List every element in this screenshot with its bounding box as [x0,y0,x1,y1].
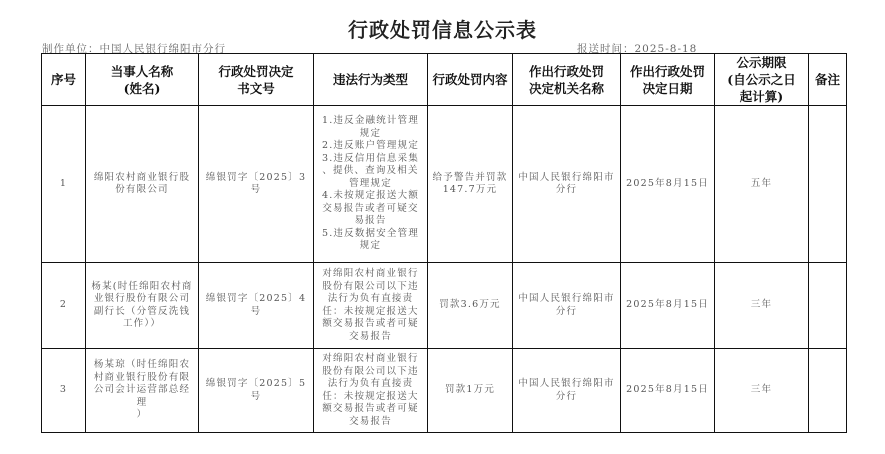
cell-violation-line: 规定 [359,127,382,139]
cell-index: 3 [42,349,86,433]
cell-violation-line: 股份有限公司以下违 [322,280,419,292]
cell-period: 三年 [715,263,809,349]
header-text: 行政处罚决定 [218,63,294,79]
cell-penalty [428,349,513,433]
cell-party-line: 理 [136,396,148,408]
cell-violation-line: 法行为负有直接责 [327,293,414,304]
cell-violation-line: 1.违反金融统计管理 [321,115,420,127]
cell-penalty [428,263,513,349]
maker-unit: 制作单位：中国人民银行绵阳市分行 [42,43,226,55]
header-text: 公示期限 [736,55,787,70]
cell-violation-line: 任：未按规定报送大 [322,390,419,402]
cell-party [86,106,199,263]
cell-authority-line: 分行 [555,305,578,317]
cell-violation-line: 3.违反信用信息采集 [321,152,420,164]
cell-period: 五年 [715,106,809,263]
cell-penalty-line: 147.7万元 [442,184,498,195]
cell-violation-line: 对绵阳农村商业银行 [322,268,419,279]
cell-authority-line: 分行 [555,390,578,402]
cell-violation-line: 交易报告或者可疑交 [322,202,419,214]
cell-violation-line: 法行为负有直接责 [327,378,414,389]
cell-party [86,349,199,433]
cell-doc-no: 绵银罚字〔2025〕4号 [199,263,314,349]
cell-penalty-line: 给予警告并罚款 [432,171,508,183]
cell-violation [314,106,428,263]
cell-violation-line: 4.未按规定报送大额 [321,190,420,202]
header-text: 起计算) [739,89,784,104]
cell-authority-line: 中国人民银行绵阳市 [518,293,615,304]
cell-violation-line: 、提供、查询及相关 [322,165,419,177]
cell-penalty-line: 罚款3.6万元 [439,299,501,311]
header-text: 备注 [814,72,840,87]
header-text: 作出行政处罚 [528,63,604,79]
cell-party-line: 公司会计运营部总经 [93,384,191,396]
header-penalty [428,54,513,106]
cell-period: 三年 [715,349,809,433]
table-row [42,263,847,349]
header-text: (自公示之日 [727,72,796,87]
header-row [42,54,847,106]
penalty-table [41,53,847,433]
cell-party-line: 杨某(时任绵阳农村商 [91,280,193,292]
cell-remark [809,106,847,263]
cell-violation-line: 交易报告 [349,415,392,427]
cell-doc-no: 绵银罚字〔2025〕5号 [199,349,314,433]
cell-party-line: ） [136,409,148,421]
header-authority [513,54,621,106]
table-row [42,349,847,433]
cell-date: 2025年8月15日 [621,106,715,263]
cell-violation-line: 股份有限公司以下违 [322,365,419,377]
cell-violation-line: 易报告 [354,215,387,227]
header-text: 作出行政处罚 [629,63,705,79]
cell-party-line: 业银行股份有限公司 [93,293,191,304]
cell-violation-line: 额交易报告或者可疑 [322,318,419,329]
header-text: 序号 [50,72,76,87]
cell-violation-line: 2.违反账户管理规定 [321,140,420,152]
page-title: 行政处罚信息公示表 [348,18,537,42]
cell-authority-line: 中国人民银行绵阳市 [518,171,615,183]
report-time: 报送时间：2025-8-18 [577,43,698,55]
cell-index: 2 [42,263,86,349]
cell-violation-line: 规定 [359,240,382,252]
header-date [621,54,715,106]
header-period [715,54,809,106]
header-text: (姓名) [123,80,161,96]
header-text: 违法行为类型 [332,72,408,87]
cell-date: 2025年8月15日 [621,263,715,349]
header-text: 决定日期 [642,80,693,96]
cell-authority-line: 分行 [555,184,578,195]
header-remark [809,54,847,106]
cell-remark [809,263,847,349]
cell-party-line: 村商业银行股份有限 [93,371,191,383]
cell-party [86,263,199,349]
cell-party-line: 工作）） [122,318,162,329]
cell-violation-line: 5.违反数据安全管理 [321,227,420,239]
header-violation [314,54,428,106]
cell-party-line: 份有限公司 [115,184,169,195]
header-text: 行政处罚内容 [432,72,508,87]
cell-penalty [428,106,513,263]
header-doc-no [199,54,314,106]
header-text: 当事人名称 [110,63,174,79]
cell-index: 1 [42,106,86,263]
cell-violation [314,349,428,433]
cell-party-line: 副行长（分管反洗钱 [93,305,191,317]
header-party [86,54,199,106]
cell-authority [513,349,621,433]
header-index [42,54,86,106]
cell-violation-line: 管理规定 [349,177,392,189]
cell-violation-line: 额交易报告或者可疑 [322,403,419,414]
cell-remark [809,349,847,433]
table-row [42,106,847,263]
cell-violation-line: 对绵阳农村商业银行 [322,353,419,364]
cell-party-line: 杨某琼（时任绵阳农 [93,359,191,371]
header-text: 决定机关名称 [528,80,604,96]
cell-penalty-line: 罚款1万元 [444,384,496,396]
header-text: 书文号 [237,80,275,96]
cell-violation-line: 任：未按规定报送大 [322,305,419,317]
cell-violation [314,263,428,349]
cell-doc-no: 绵银罚字〔2025〕3号 [199,106,314,263]
cell-party-line: 绵阳农村商业银行股 [93,171,191,183]
cell-authority [513,106,621,263]
cell-authority-line: 中国人民银行绵阳市 [518,378,615,389]
cell-date: 2025年8月15日 [621,349,715,433]
cell-authority [513,263,621,349]
cell-violation-line: 交易报告 [349,330,392,342]
